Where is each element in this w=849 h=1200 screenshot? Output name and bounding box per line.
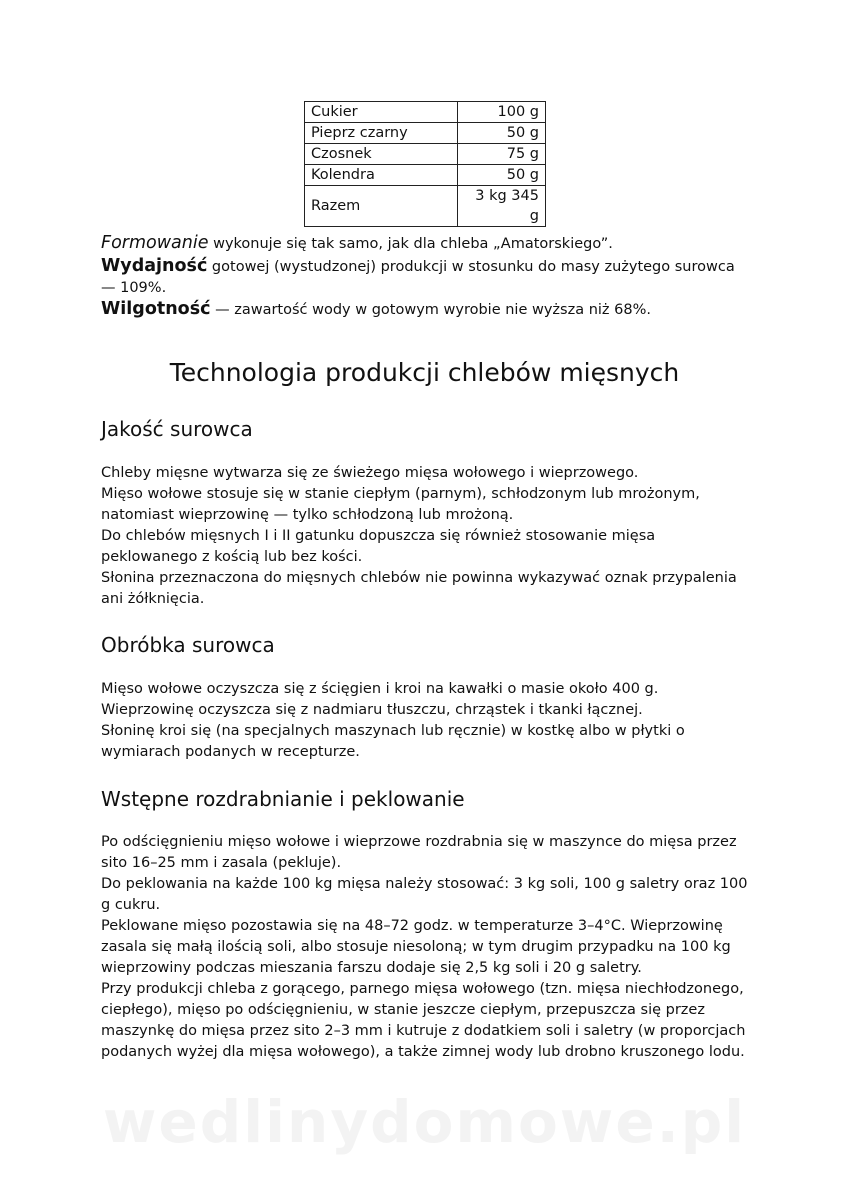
text-line: Słonina przeznaczona do mięsnych chlebów nie powinna wykazywać oznak przypalenia [101, 570, 737, 586]
text-line: Do peklowania na każde 100 kg mięsa należy stosować: 3 kg soli, 100 g saletry oraz 100 [101, 876, 748, 892]
ingredients-table [304, 101, 546, 227]
ingredient-quantity: 50 g [458, 123, 546, 144]
text-line: podanych wyżej dla mięsa wołowego), a także zimnej wody lub drobno kruszonego lodu. [101, 1044, 745, 1060]
text-line: zasala się małą ilością soli, albo stosuje niesoloną; w tym drugim przypadku na 100 kg [101, 939, 731, 955]
table-row [305, 186, 546, 227]
paragraph-obrobka-surowca [101, 679, 751, 763]
ingredient-name: Czosnek [305, 144, 458, 165]
heading-jakosc-surowca: Jakość surowca [101, 417, 253, 441]
table-row [305, 144, 546, 165]
text-line: Wieprzowinę oczyszcza się z nadmiaru tłuszczu, chrząstek i tkanki łącznej. [101, 702, 643, 718]
ingredient-name: Kolendra [305, 165, 458, 186]
page-title: Technologia produkcji chlebów mięsnych [169, 358, 680, 387]
text-line: Przy produkcji chleba z gorącego, parnego mięsa wołowego (tzn. mięsa niechłodzonego, [101, 981, 744, 997]
formowanie-note [101, 232, 751, 255]
table-row [305, 165, 546, 186]
ingredient-quantity: 50 g [458, 165, 546, 186]
text-line: maszynkę do mięsa przez sito 2–3 mm i kutruje z dodatkiem soli i saletry (w proporcjach [101, 1023, 746, 1039]
wilgotnosc-note [101, 298, 751, 321]
text-line: Chleby mięsne wytwarza się ze świeżego mięsa wołowego i wieprzowego. [101, 465, 639, 481]
heading-wstepne-rozdrabnianie: Wstępne rozdrabnianie i peklowanie [101, 787, 465, 811]
text-line: Słoninę kroi się (na specjalnych maszynach lub ręcznie) w kostkę albo w płytki o [101, 723, 685, 739]
text-line: Peklowane mięso pozostawia się na 48–72 godz. w temperaturze 3–4°C. Wieprzowinę [101, 918, 723, 934]
formowanie-term: Formowanie [101, 233, 209, 253]
text-line: Mięso wołowe oczyszcza się z ścięgien i kroi na kawałki o masie około 400 g. [101, 681, 659, 697]
table-row [305, 123, 546, 144]
text-line: ani żółknięcia. [101, 591, 205, 607]
table-row [305, 102, 546, 123]
ingredient-quantity: 3 kg 345 g [458, 186, 546, 227]
text-line: wymiarach podanych w recepturze. [101, 744, 360, 760]
text-line: peklowanego z kością lub bez kości. [101, 549, 363, 565]
text-line: Do chlebów mięsnych I i II gatunku dopuszcza się również stosowanie mięsa [101, 528, 656, 544]
notes-block [101, 232, 751, 321]
wydajnosc-note [101, 255, 751, 278]
ingredients-table-body [305, 102, 546, 227]
paragraph-jakosc-surowca [101, 463, 751, 610]
ingredient-name: Cukier [305, 102, 458, 123]
text-line: Po odścięgnieniu mięso wołowe i wieprzowe rozdrabnia się w maszynce do mięsa przez [101, 834, 737, 850]
ingredient-quantity: 100 g [458, 102, 546, 123]
formowanie-text: wykonuje się tak samo, jak dla chleba „Amatorskiego”. [208, 236, 613, 252]
wilgotnosc-text: — zawartość wody w gotowym wyrobie nie wyższa niż 68%. [210, 302, 651, 318]
text-line: Mięso wołowe stosuje się w stanie ciepłym (parnym), schłodzonym lub mrożonym, [101, 486, 700, 502]
wilgotnosc-term: Wilgotność [101, 299, 211, 319]
ingredient-name: Pieprz czarny [305, 123, 458, 144]
heading-obrobka-surowca: Obróbka surowca [101, 633, 275, 657]
wydajnosc-text: gotowej (wystudzonej) produkcji w stosunku do masy zużytego surowca [207, 259, 735, 275]
text-line: natomiast wieprzowinę — tylko schłodzoną lub mrożoną. [101, 507, 514, 523]
paragraph-wstepne-rozdrabnianie [101, 832, 751, 1063]
text-line: ciepłego), mięso po odścięgnieniu, w stanie jeszcze ciepłym, przepuszcza się przez [101, 1002, 705, 1018]
wydajnosc-note-continued: — 109%. [101, 280, 167, 296]
watermark: wedlinydomowe.pl [102, 1088, 747, 1156]
wydajnosc-term: Wydajność [101, 256, 208, 276]
text-line: wieprzowiny podczas mieszania farszu dodaje się 2,5 kg soli i 20 g saletry. [101, 960, 642, 976]
text-line: sito 16–25 mm i zasala (pekluje). [101, 855, 342, 871]
ingredient-quantity: 75 g [458, 144, 546, 165]
ingredient-name: Razem [305, 186, 458, 227]
text-line: g cukru. [101, 897, 161, 913]
